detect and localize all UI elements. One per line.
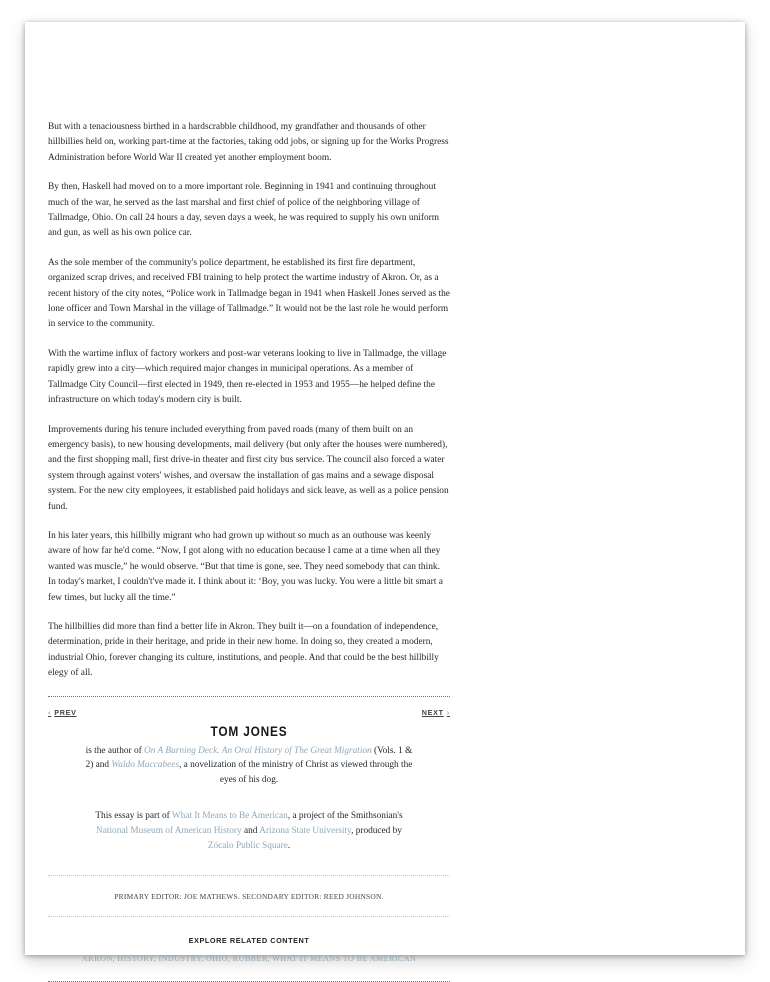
tag-separator: , — [227, 954, 233, 964]
author-bio-mid: (Vols. 1 & 2) and — [85, 745, 413, 771]
project-note-lead: This essay is part of — [95, 811, 172, 822]
tag-separator: , — [267, 954, 273, 964]
explore-tag[interactable]: RUBBER — [232, 954, 268, 964]
chevron-right-icon: › — [446, 707, 450, 717]
divider-above-footer — [48, 696, 450, 697]
article-content-column — [48, 120, 450, 982]
explore-related-content — [48, 917, 450, 981]
article-paragraph: By then, Haskell had moved on to a more important role. Beginning in 1941 and continuing throughout much of the war, he served as the last marshal and first chief of police of the neighboring village of Tallmadge, Ohio. On call 24 hours a day, seven days a week, he was required to supply his own uniform and gun, as well as his own police car. — [48, 182, 440, 239]
museum-link[interactable]: National Museum of American History — [96, 825, 242, 836]
author-bio-block — [48, 724, 450, 788]
next-post-label: NEXT — [421, 707, 444, 717]
explore-related-title: EXPLORE RELATED CONTENT — [188, 936, 310, 946]
explore-tag-list — [48, 952, 450, 965]
explore-tag[interactable]: HISTORY — [117, 954, 154, 964]
explore-tag[interactable]: OHIO — [205, 954, 228, 964]
article-paragraph: With the wartime influx of factory workers and post-war veterans looking to live in Tallmadge, the village rapidly grew into a city—which required major changes in municipal operations. As a member of Tallmadge City Council—first elected in 1949, then re-elected in 1953 and 1955—he helped define the infrastructure on which today's modern city is built. — [48, 348, 447, 406]
project-note-mid-two: and — [241, 825, 260, 836]
spacer — [48, 853, 450, 875]
project-note-tail: . — [287, 840, 291, 851]
article-paragraph: Improvements during his tenure included everything from paved roads (many of them built on an emergency basis), to new housing developments, mail delivery (but only after the houses were numbered), and the first shopping mall, first drive-in theater and first city bus service. The council also forced a water system through against voters' wishes, and oversaw the installation of gas mains and a sewage disposal system. For the new city employees, it established paid holidays and sick leave, as well as a police pension fund. — [48, 424, 449, 512]
tag-separator: , — [112, 954, 118, 964]
chevron-left-icon: ‹ — [48, 707, 52, 717]
author-book-two-link[interactable]: Waldo Maccabees — [111, 760, 179, 771]
article-paragraph: But with a tenaciousness birthed in a hardscrabble childhood, my grandfather and thousands of other hillbillies held on, working part-time at the factories, taking odd jobs, or signing up for the Works Progress Administration before World War II created yet another employment boom. — [48, 122, 449, 163]
author-bio-lead: is the author of — [85, 745, 145, 756]
tag-separator: , — [153, 954, 159, 964]
author-bio-text — [84, 744, 414, 788]
author-book-one-link[interactable]: On A Burning Deck. An Oral History of The Great Migration — [144, 745, 372, 756]
author-name: TOM JONES — [210, 723, 288, 739]
university-link[interactable]: Arizona State University — [259, 825, 352, 836]
project-note-mid-one: , a project of the Smithsonian's — [287, 811, 403, 822]
article-page-sheet — [25, 22, 745, 964]
prev-post-link[interactable] — [48, 708, 77, 717]
explore-tag[interactable]: INDUSTRY — [158, 954, 202, 964]
explore-tag[interactable]: AKRON — [81, 954, 113, 964]
explore-tag[interactable]: WHAT IT MEANS TO BE AMERICAN — [272, 954, 417, 964]
author-bio-tail: , a novelization of the ministry of Christ as viewed through the eyes of his dog. — [178, 760, 413, 785]
editors-credit: PRIMARY EDITOR: JOE MATHEWS. SECONDARY EDITOR: REED JOHNSON. — [114, 892, 384, 902]
tag-separator: , — [201, 954, 206, 964]
article-paragraph: The hillbillies did more than find a better life in Akron. They built it—on a foundation of independence, determination, pride in their heritage, and pride in their new home. In doing so, they created a modern, industrial Ohio, forever changing its culture, institutions, and people. And that could be the best hillbilly elegy of all. — [48, 621, 439, 679]
next-post-link[interactable] — [422, 708, 450, 717]
project-note-mid-three: , produced by — [351, 825, 402, 836]
project-attribution — [90, 809, 408, 853]
project-link[interactable]: What It Means to Be American — [171, 811, 288, 822]
article-body — [48, 120, 450, 682]
article-paragraph: As the sole member of the community's police department, he established its first fire department, organized scrap drives, and received FBI training to help protect the wartime industry of Akron. Or, as a recent history of the city notes, “Police work in Tallmadge began in 1941 when Haskell Jones served as the lone officer and Town Marshal in the village of Tallmadge.” It would not be the last role he would perform in service to the community. — [48, 257, 450, 330]
prev-post-label: PREV — [54, 707, 77, 717]
article-paragraph: In his later years, this hillbilly migrant who had grown up without so much as an outhouse was keenly aware of how far he'd come. “Now, I got along with no education because I came at a time when all they wanted was muscle,” he would observe. “But that time is gone, see. They need somebody that can think. In today's market, I couldn't've made it. I think about it: ‘Boy, you was lucky. You were a little bit smart a few times, but lucky all the time.” — [48, 530, 443, 603]
publisher-link[interactable]: Zócalo Public Square — [207, 840, 288, 851]
